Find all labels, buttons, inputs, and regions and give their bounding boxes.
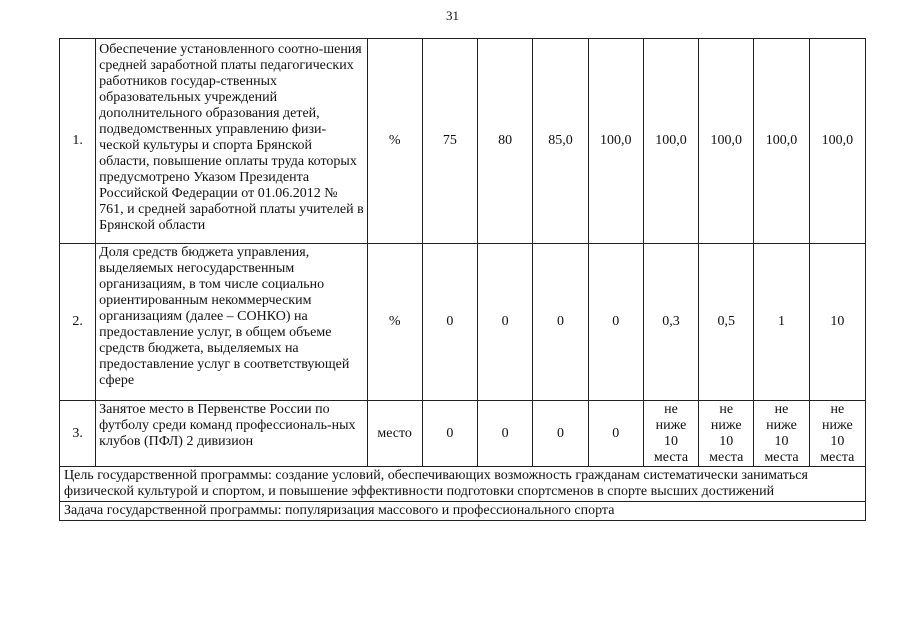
- value-cell: 100,0: [699, 39, 754, 244]
- place-line: ниже: [766, 417, 797, 433]
- place-cell: [643, 401, 698, 467]
- task-text: Задача государственной программы: популяризация массового и профессионального спорта: [60, 502, 866, 521]
- value-cell: 100,0: [754, 39, 809, 244]
- place-line: 10: [663, 433, 678, 449]
- place-line: 10: [830, 433, 845, 449]
- value-cell: 100,0: [809, 39, 865, 244]
- value-cell: 100,0: [588, 39, 643, 244]
- table-row: [60, 39, 866, 244]
- table-row: [60, 401, 866, 467]
- place-line: ниже: [710, 417, 742, 433]
- indicator-name: Доля средств бюджета управления, выделяемых негосударственным организациям, в том числе социально ориентированным некоммерческим организациям (далее – СОНКО) на предоставление услуг, в общем объеме средств бюджета, выделяемых на предоставление услуг в соответствующей сфере: [96, 244, 367, 401]
- place-line: не: [719, 401, 734, 417]
- value-cell: 0: [588, 401, 643, 467]
- place-line: 10: [774, 433, 789, 449]
- row-number: 3.: [60, 401, 96, 467]
- unit-cell: место: [367, 401, 422, 467]
- value-cell: 0: [533, 244, 588, 401]
- place-line: ниже: [821, 417, 853, 433]
- place-cell: [754, 401, 809, 467]
- place-line: не: [664, 401, 678, 417]
- place-line: места: [653, 449, 689, 465]
- value-cell: 0,3: [643, 244, 698, 401]
- place-cell: [809, 401, 865, 467]
- value-cell: 0: [478, 244, 533, 401]
- row-number: 2.: [60, 244, 96, 401]
- goal-row: [60, 467, 866, 502]
- value-cell: 0: [478, 401, 533, 467]
- table-row: [60, 244, 866, 401]
- place-cell: [699, 401, 754, 467]
- value-cell: 0: [422, 244, 477, 401]
- value-cell: 0,5: [699, 244, 754, 401]
- value-cell: 10: [809, 244, 865, 401]
- value-cell: 85,0: [533, 39, 588, 244]
- value-cell: 1: [754, 244, 809, 401]
- value-cell: 80: [478, 39, 533, 244]
- page-number: 31: [446, 8, 459, 23]
- indicator-name: Занятое место в Первенстве России по футболу среди команд профессиональ-ных клубов (ПФЛ) 2 дивизион: [96, 401, 367, 467]
- place-line: ниже: [655, 417, 687, 433]
- place-line: места: [820, 449, 855, 465]
- row-number: 1.: [60, 39, 96, 244]
- place-line: места: [764, 449, 799, 465]
- place-line: места: [709, 449, 744, 465]
- goal-text: Цель государственной программы: создание условий, обеспечивающих возможность гражданам систематически заниматься физической культурой и спортом, и повышение эффективности подготовки спортсменов в спорте высших достижений: [60, 467, 866, 502]
- indicator-name: Обеспечение установленного соотно-шения средней заработной платы педагогических работников государ-ственных образовательных учреждений дополнительного образования детей, подведомственных управлению физи-ческой культуры и спорта Брянской области, повышение оплаты труда которых предусмотрено Указом Президента Российской Федерации от 01.06.2012 № 761, и средней заработной платы учителей в Брянской области: [96, 39, 367, 244]
- place-line: не: [774, 401, 789, 417]
- unit-cell: %: [367, 39, 422, 244]
- value-cell: 100,0: [643, 39, 698, 244]
- place-line: не: [830, 401, 845, 417]
- value-cell: 75: [422, 39, 477, 244]
- task-row: [60, 502, 866, 521]
- value-cell: 0: [588, 244, 643, 401]
- indicators-table: [59, 38, 866, 521]
- value-cell: 0: [422, 401, 477, 467]
- place-line: 10: [719, 433, 734, 449]
- value-cell: 0: [533, 401, 588, 467]
- unit-cell: %: [367, 244, 422, 401]
